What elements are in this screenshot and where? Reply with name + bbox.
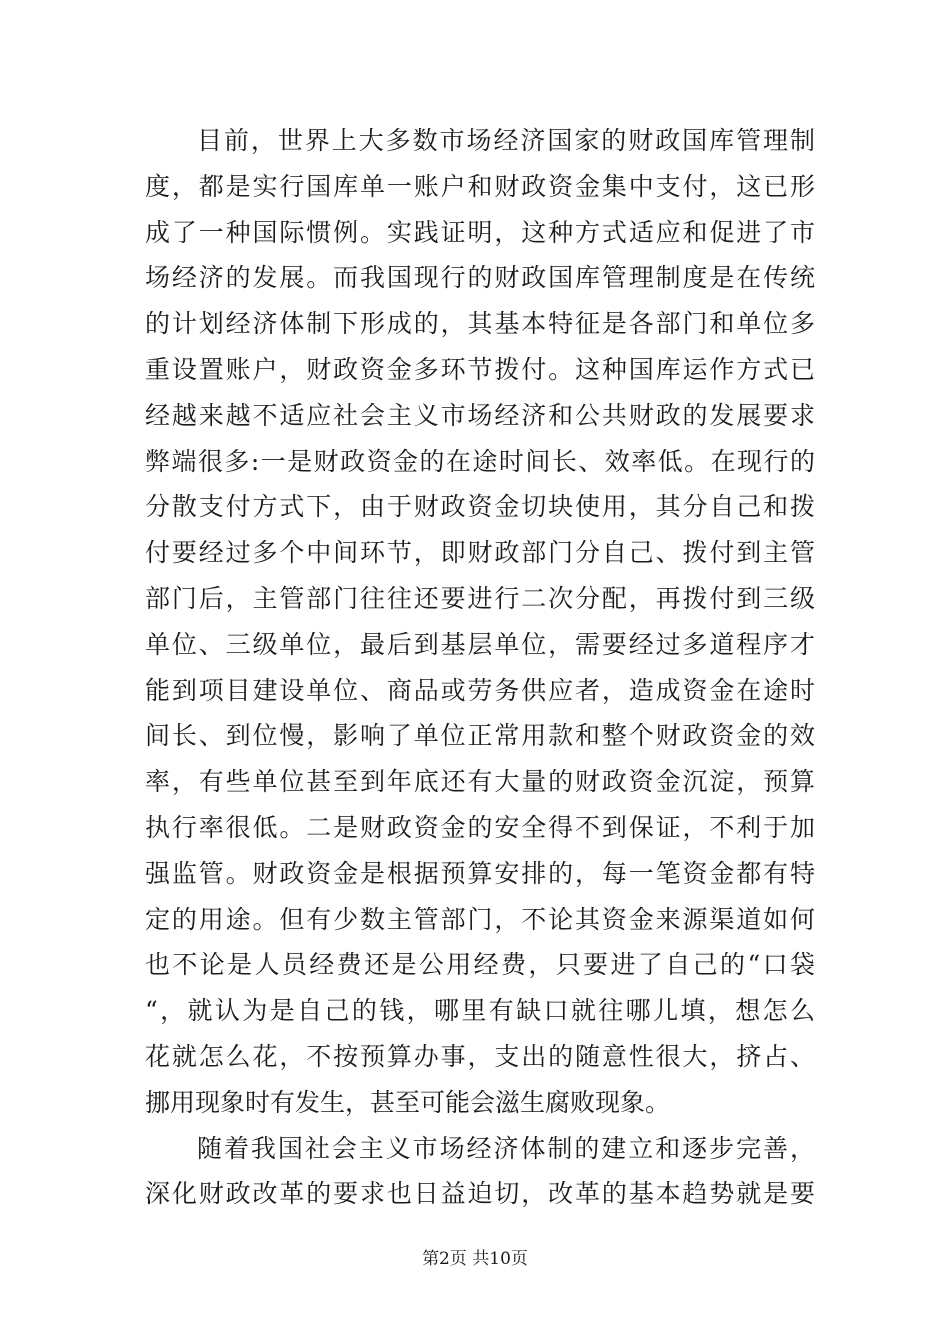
- paragraph-line: “，就认为是自己的钱，哪里有缺口就往哪儿填，想怎么: [145, 996, 815, 1026]
- page-number-footer: 第2页 共10页: [422, 1249, 528, 1269]
- paragraph-line: 也不论是人员经费还是公用经费，只要进了自己的“口袋: [145, 950, 815, 980]
- paragraph-line: 分散支付方式下，由于财政资金切块使用，其分自己和拨: [145, 492, 815, 522]
- paragraph-line: 弊端很多:一是财政资金的在途时间长、效率低。在现行的: [145, 446, 815, 476]
- paragraph-line: 单位、三级单位，最后到基层单位，需要经过多道程序才: [145, 629, 815, 659]
- paragraph-line: 成了一种国际惯例。实践证明，这种方式适应和促进了市: [145, 217, 815, 247]
- paragraph-line: 重设置账户，财政资金多环节拨付。这种国库运作方式已: [145, 354, 815, 384]
- paragraph-line: 花就怎么花，不按预算办事，支出的随意性很大，挤占、: [145, 1041, 815, 1071]
- paragraph-line: 能到项目建设单位、商品或劳务供应者，造成资金在途时: [145, 675, 815, 705]
- paragraph-line: 度，都是实行国库单一账户和财政资金集中支付，这已形: [145, 171, 815, 201]
- paragraph-line: 定的用途。但有少数主管部门，不论其资金来源渠道如何: [145, 904, 815, 934]
- paragraph-line: 付要经过多个中间环节，即财政部门分自己、拨付到主管: [145, 538, 815, 568]
- paragraph-line: 经越来越不适应社会主义市场经济和公共财政的发展要求: [145, 400, 815, 430]
- body-text: [145, 118, 815, 1217]
- paragraph-line: 的计划经济体制下形成的，其基本特征是各部门和单位多: [145, 309, 815, 339]
- paragraph-line: 部门后，主管部门往往还要进行二次分配，再拨付到三级: [145, 583, 815, 613]
- paragraph-line: 随着我国社会主义市场经济体制的建立和逐步完善，: [197, 1133, 815, 1163]
- paragraph-line: 强监管。财政资金是根据预算安排的，每一笔资金都有特: [145, 858, 815, 888]
- paragraph-line: 目前，世界上大多数市场经济国家的财政国库管理制: [197, 126, 815, 155]
- paragraph-line: 深化财政改革的要求也日益迫切，改革的基本趋势就是要: [145, 1179, 815, 1209]
- paragraph-line: 挪用现象时有发生，甚至可能会滋生腐败现象。: [145, 1087, 671, 1117]
- paragraph-line: 执行率很低。二是财政资金的安全得不到保证，不利于加: [145, 812, 815, 842]
- paragraph-line: 场经济的发展。而我国现行的财政国库管理制度是在传统: [145, 263, 815, 293]
- paragraph-line: 间长、到位慢，影响了单位正常用款和整个财政资金的效: [145, 721, 815, 751]
- paragraph-line: 率，有些单位甚至到年底还有大量的财政资金沉淀，预算: [145, 767, 815, 797]
